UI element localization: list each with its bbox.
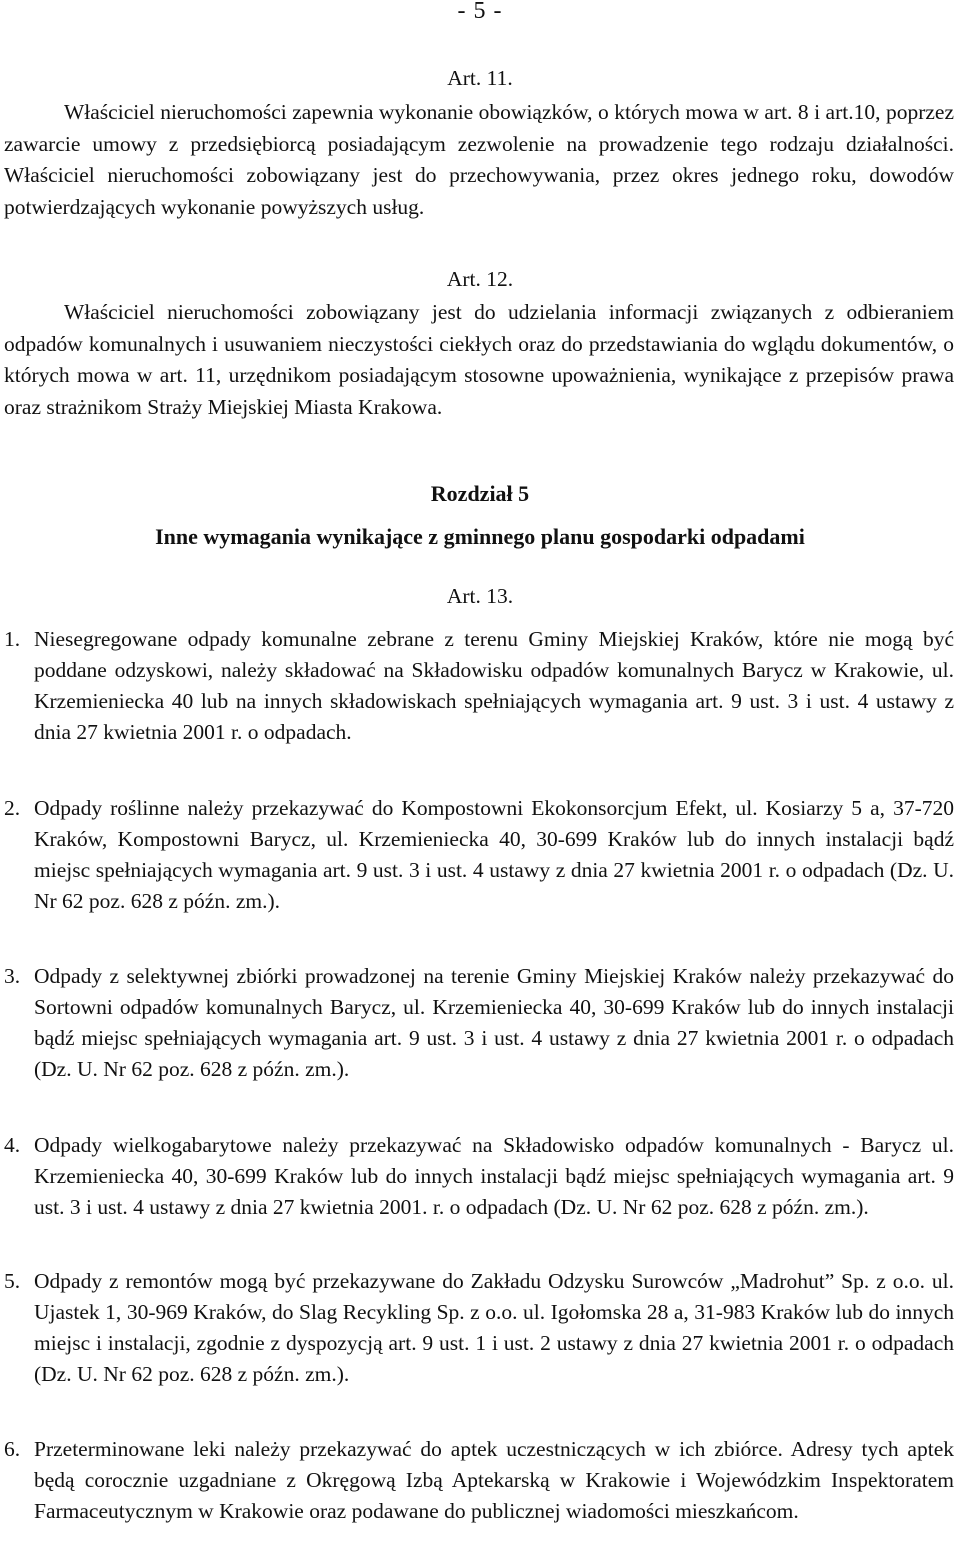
art13-item-6	[4, 1434, 954, 1527]
art13-title: Art. 13.	[446, 584, 514, 608]
item-number: 5.	[4, 1269, 21, 1293]
item-number: 3.	[4, 964, 21, 988]
item-number: 6.	[4, 1437, 21, 1461]
item-number: 4.	[4, 1133, 21, 1157]
chapter-subtitle: Inne wymagania wynikające z gminnego planu gospodarki odpadami	[155, 524, 805, 549]
item-text: Odpady z selektywnej zbiórki prowadzonej na terenie Gminy Miejskiej Kraków należy przekazywać do Sortowni odpadów komunalnych Barycz, ul. Krzemieniecka 40, 30-699 Kraków lub do innych instalacji bądź miejsc spełniających wymagania art. 9 ust. 3 i ust. 4 ustawy z dnia 27 kwietnia 2001 r. o odpadach (Dz. U. Nr 62 poz. 628 z późn. zm.).	[34, 964, 954, 1081]
art11-title: Art. 11.	[447, 66, 513, 90]
item-text: Przeterminowane leki należy przekazywać do aptek uczestniczących w ich zbiórce. Adresy tych aptek będą corocznie uzgadniane z Okręgową Izbą Aptekarską w Krakowie i Wojewódzkim Inspektoratem Farmaceutycznym w Krakowie oraz podawane do publicznej wiadomości mieszkańcom.	[34, 1437, 954, 1523]
page-number: - 5 -	[457, 0, 503, 24]
chapter-title: Rozdział 5	[430, 481, 530, 506]
item-text: Odpady wielkogabarytowe należy przekazywać na Składowisko odpadów komunalnych - Barycz ul. Krzemieniecka 40, 30-699 Kraków lub do innych instalacji bądź miejsc spełniających wymagania art. 9 ust. 3 i ust. 4 ustawy z dnia 27 kwietnia 2001. r. o odpadach (Dz. U. Nr 62 poz. 628 z późn. zm.).	[34, 1133, 954, 1219]
art13-item-1	[4, 624, 954, 748]
item-text: Niesegregowane odpady komunalne zebrane z terenu Gminy Miejskiej Kraków, które nie mogą być poddane odzyskowi, należy składować na Składowisku odpadów komunalnych Barycz w Krakowie, ul. Krzemieniecka 40 lub na innych składowiskach spełniających wymagania art. 9 ust. 3 i ust. 4 ustawy z dnia 27 kwietnia 2001 r. o odpadach.	[34, 627, 954, 744]
item-text: Odpady z remontów mogą być przekazywane do Zakładu Odzysku Surowców „Madrohut” Sp. z o.o. ul. Ujastek 1, 30-969 Kraków, do Slag Recykling Sp. z o.o. ul. Igołomska 28 a, 31-983 Kraków lub do innych miejsc i instalacji, zgodnie z dyspozycją art. 9 ust. 1 i ust. 2 ustawy z dnia 27 kwietnia 2001 r. o odpadach (Dz. U. Nr 62 poz. 628 z późn. zm.).	[34, 1269, 954, 1386]
art12-paragraph: Właściciel nieruchomości zobowiązany jest do udzielania informacji związanych z odbieraniem odpadów komunalnych i usuwaniem nieczystości ciekłych oraz do przedstawiania do wglądu dokumentów, o których mowa w art. 11, urzędnikom posiadającym stosowne upoważnienia, wynikające z przepisów prawa oraz strażnikom Straży Miejskiej Miasta Krakowa.	[4, 300, 954, 419]
item-number: 2.	[4, 796, 21, 820]
art13-item-5	[4, 1266, 954, 1390]
art12-title: Art. 12.	[446, 267, 514, 291]
item-number: 1.	[4, 627, 21, 651]
art13-item-3	[4, 961, 954, 1085]
art11-paragraph: Właściciel nieruchomości zapewnia wykonanie obowiązków, o których mowa w art. 8 i art.10, poprzez zawarcie umowy z przedsiębiorcą posiadającym zezwolenie na prowadzenie tego rodzaju działalności. Właściciel nieruchomości zobowiązany jest do przechowywania, przez okres jednego roku, dowodów potwierdzających wykonanie powyższych usług.	[4, 100, 954, 219]
art13-item-2	[4, 793, 954, 917]
art13-item-4	[4, 1130, 954, 1223]
item-text: Odpady roślinne należy przekazywać do Kompostowni Ekokonsorcjum Efekt, ul. Kosiarzy 5 a, 37-720 Kraków, Kompostowni Barycz, ul. Krzemieniecka 40, 30-699 Kraków lub do innych instalacji bądź miejsc spełniających wymagania art. 9 ust. 3 i ust. 4 ustawy z dnia 27 kwietnia 2001 r. o odpadach (Dz. U. Nr 62 poz. 628 z późn. zm.).	[34, 796, 954, 913]
